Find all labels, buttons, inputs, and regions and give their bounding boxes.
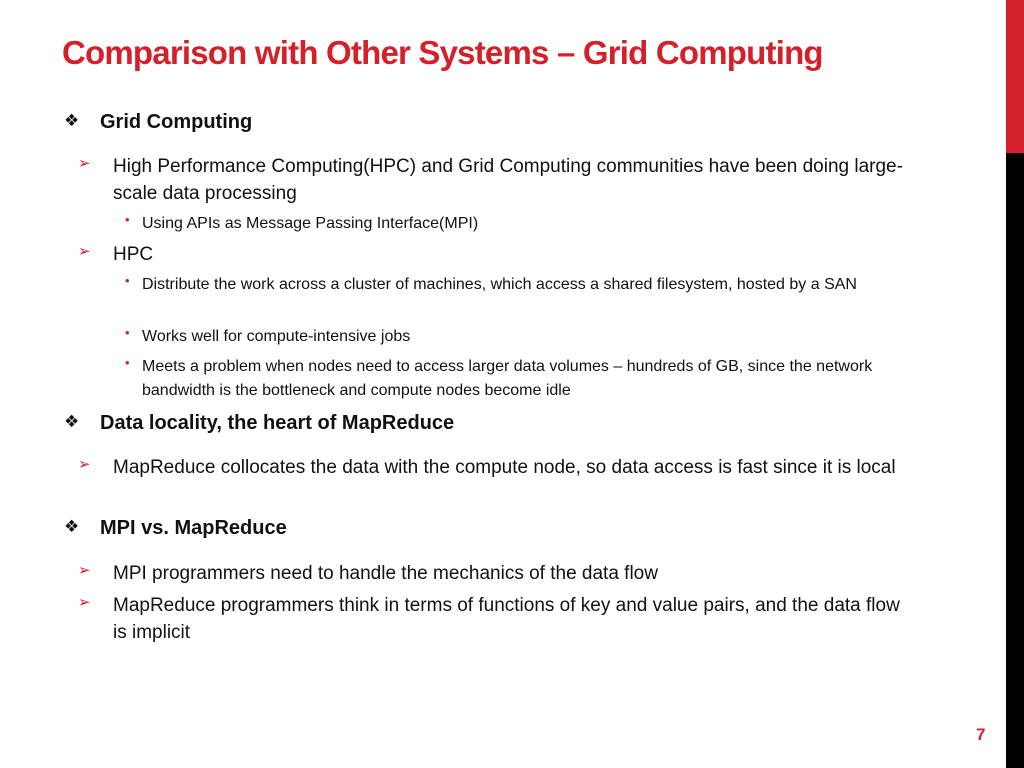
diamond-bullet-icon: ❖ (64, 111, 80, 130)
page-number: 7 (976, 725, 986, 744)
arrow-bullet-icon: ➢ (78, 562, 91, 579)
sub-list-item-text: Distribute the work across a cluster of machines, which access a shared filesystem, hosted by a SAN (142, 276, 857, 293)
list-item-text: High Performance Computing(HPC) and Grid Computing communities have been doing large-scale data processing (113, 156, 903, 204)
section-heading-text: Data locality, the heart of MapReduce (100, 412, 455, 434)
accent-bar-black (1006, 153, 1024, 768)
list-item-text: MapReduce programmers think in terms of functions of key and value pairs, and the data flow is implicit (113, 595, 900, 643)
diamond-bullet-icon: ❖ (64, 517, 80, 536)
accent-bar (1006, 0, 1024, 768)
arrow-bullet-icon: ➢ (78, 243, 91, 260)
sub-list-item-text: Using APIs as Message Passing Interface(MPI) (142, 215, 479, 232)
dot-bullet-icon: • (125, 355, 130, 370)
accent-bar-red (1006, 0, 1024, 153)
diamond-bullet-icon: ❖ (64, 412, 80, 431)
section-heading-text: MPI vs. MapReduce (100, 517, 287, 539)
slide-title: Comparison with Other Systems – Grid Computing (62, 34, 823, 71)
arrow-bullet-icon: ➢ (78, 456, 91, 473)
sub-list-item-text: Works well for compute-intensive jobs (142, 328, 411, 345)
list-item-text: MapReduce collocates the data with the compute node, so data access is fast since it is local (113, 457, 896, 478)
section-heading-text: Grid Computing (100, 111, 253, 133)
list-item-text: HPC (113, 244, 154, 265)
arrow-bullet-icon: ➢ (78, 155, 91, 172)
dot-bullet-icon: • (125, 273, 130, 288)
dot-bullet-icon: • (125, 212, 130, 227)
arrow-bullet-icon: ➢ (78, 594, 91, 611)
sub-list-item-text: Meets a problem when nodes need to access larger data volumes – hundreds of GB, since the network bandwidth is the bottleneck and compute nodes become idle (142, 358, 873, 399)
list-item-text: MPI programmers need to handle the mechanics of the data flow (113, 563, 658, 584)
dot-bullet-icon: • (125, 325, 130, 340)
